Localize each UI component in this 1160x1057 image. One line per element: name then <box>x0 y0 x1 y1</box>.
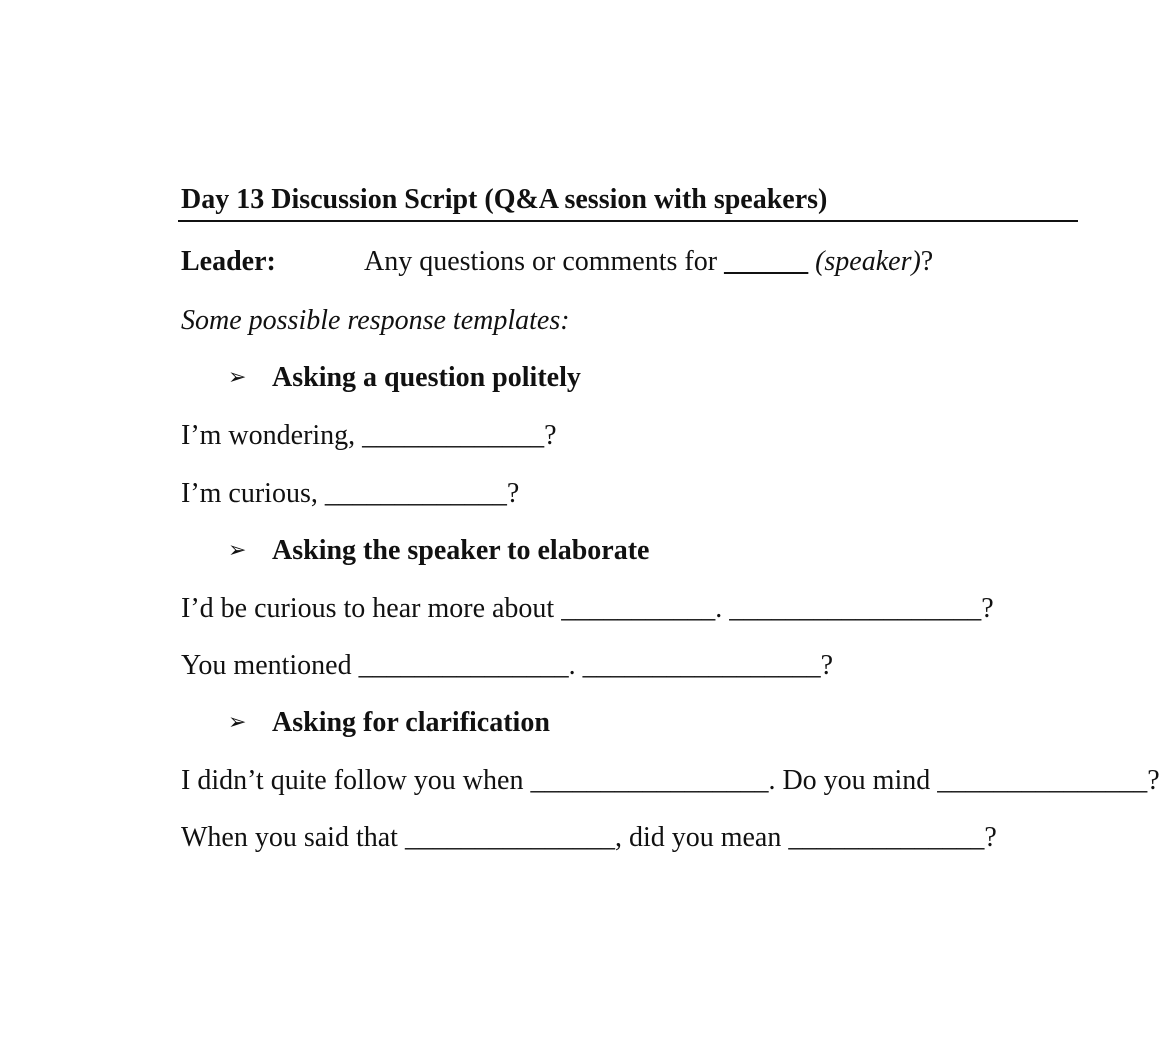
section-heading-polite <box>228 361 581 395</box>
template-line: I’m wondering, _____________? <box>181 420 557 451</box>
arrow-bullet-icon: ➢ <box>228 538 247 563</box>
template-line: You mentioned _______________. _________________? <box>181 650 834 681</box>
arrow-bullet-icon: ➢ <box>228 365 247 390</box>
section-heading-label: Asking for clarification <box>272 707 550 738</box>
template-line: I’d be curious to hear more about ___________. __________________? <box>181 593 994 624</box>
leader-role: (speaker) <box>815 246 921 277</box>
arrow-bullet-icon: ➢ <box>228 710 247 735</box>
leader-prompt <box>364 245 933 279</box>
template-line: When you said that _______________, did you mean ______________? <box>181 822 997 853</box>
template-line: I’m curious, _____________? <box>181 478 520 509</box>
page-title: Day 13 Discussion Script (Q&A session with speakers) <box>181 184 828 215</box>
leader-question-mark: ? <box>920 246 934 277</box>
leader-blank: ______ <box>724 246 809 277</box>
title-underline <box>178 220 1078 222</box>
template-line: I didn’t quite follow you when _________________. Do you mind _______________? <box>181 765 1160 796</box>
section-heading-clarification <box>228 706 550 740</box>
leader-label: Leader: <box>181 246 276 277</box>
section-heading-elaborate <box>228 534 649 568</box>
leader-prompt-text: Any questions or comments for <box>364 246 725 277</box>
section-heading-label: Asking the speaker to elaborate <box>272 535 650 566</box>
section-heading-label: Asking a question politely <box>272 362 581 393</box>
intro-text: Some possible response templates: <box>181 305 570 336</box>
